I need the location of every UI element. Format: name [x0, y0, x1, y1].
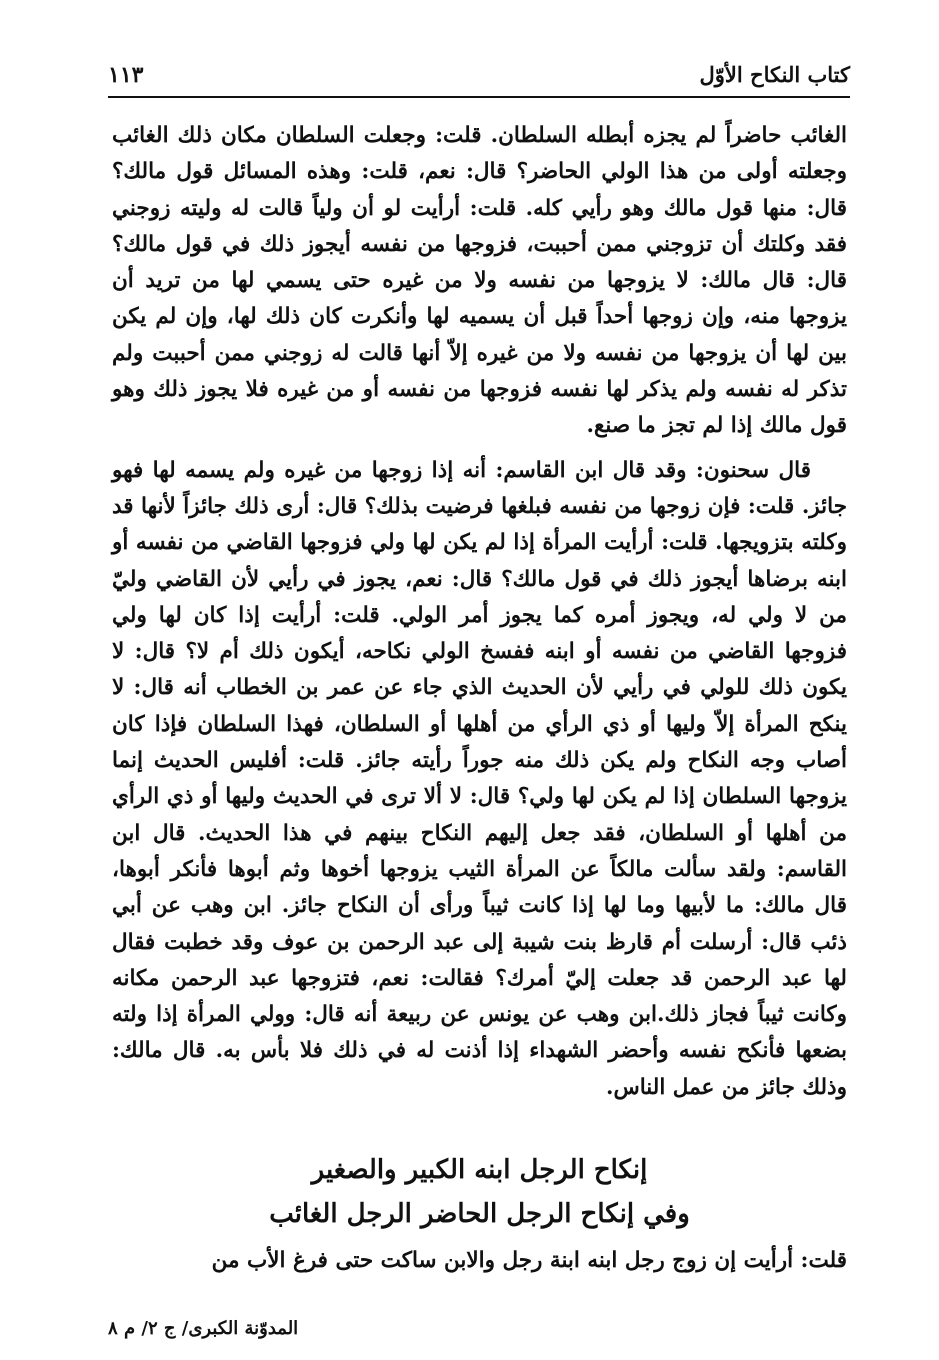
section-opening-line: قلت: أرأيت إن زوج رجل ابنه ابنة رجل والابن ساكت حتى فرغ الأب من [211, 1248, 847, 1273]
running-title: كتاب النكاح الأوّل [699, 62, 850, 87]
page-number: ١١٣ [108, 62, 144, 88]
header-divider [108, 96, 850, 98]
printer-signature: المدوّنة الكبرى/ ج ٢/ م ٨ [108, 1318, 299, 1339]
section-heading: إنكاح الرجل ابنه الكبير والصغير [311, 1155, 648, 1185]
section-subheading: وفي إنكاح الرجل الحاضر الرجل الغائب [269, 1199, 690, 1229]
page-header [108, 58, 850, 92]
main-text [112, 118, 847, 1106]
paragraph: الغائب حاضراً لم يجزه أبطله السلطان. قلت: وجعلت السلطان مكان ذلك الغائب وجعلته أولى من هذا الولي الحاضر؟ قال: نعم، قلت: وهذه المسائل قول مالك؟ قال: منها قول مالك وهو رأيي كله. قلت: أرأيت لو أن ولياً قالت له وليته زوجني فقد وكلتك أن تزوجني ممن أحببت، فزوجها من نفسه أيجوز ذلك في قول مالك؟ قال: قال مالك: لا يزوجها من نفسه ولا من غيره حتى يسمي لها من تريد أن يزوجها منه، وإن زوجها أحداً قبل أن يسميه لها وأنكرت كان ذلك لها، وإن لم يكن بين لها أن يزوجها من نفسه ولا من غيره إلاّ أنها قالت له زوجني ممن أحببت ولم تذكر له نفسه ولم يذكر لها نفسه فزوجها من نفسه أو من غيره فلا يجوز ذلك وهو قول مالك إذا لم تجز ما صنع. [112, 123, 847, 439]
paragraph: قال سحنون: وقد قال ابن القاسم: أنه إذا زوجها من غيره ولم يسمه لها فهو جائز. قلت: فإن زوجها من نفسه فبلغها فرضيت بذلك؟ قال: أرى ذلك جائزاً لأنها قد وكلته بتزويجها. قلت: أرأيت المرأة إذا لم يكن لها ولي فزوجها القاضي من نفسه أو ابنه برضاها أيجوز ذلك في قول مالك؟ قال: نعم، يجوز في رأيي لأن القاضي وليّ من لا ولي له، ويجوز أمره كما يجوز أمر الولي. قلت: أرأيت إذا كان لها ولي فزوجها القاضي من نفسه أو ابنه ففسخ الولي نكاحه، أيكون ذلك أم لا؟ قال: لا يكون ذلك للولي في رأيي لأن الحديث الذي جاء عن عمر بن الخطاب أنه قال: لا ينكح المرأة إلاّ وليها أو ذي الرأي من أهلها أو السلطان، فهذا السلطان فإذا كان أصاب وجه النكاح ولم يكن ذلك منه جوراً رأيته جائز. قلت: أفليس الحديث إنما يزوجها السلطان إذا لم يكن لها ولي؟ قال: لا ألا ترى في الحديث وليها أو ذي الرأي من أهلها أو السلطان، فقد جعل إليهم النكاح بينهم في هذا الحديث. قال ابن القاسم: ولقد سألت مالكاً عن المرأة الثيب يزوجها أخوها وثم أبوها فأنكر أبوها، قال مالك: ما لأبيها وما لها إذا كانت ثيباً ورأى أن النكاح جائز. ابن وهب عن أبي ذئب قال: أرسلت أم قارظ بنت شيبة إلى عبد الرحمن بن عوف وقد خطبت فقال لها عبد الرحمن قد جعلت إليّ أمرك؟ فقالت: نعم، فتزوجها عبد الرحمن مكانه وكانت ثيباً فجاز ذلك.ابن وهب عن يونس عن ربيعة أنه قال: وولي المرأة إذا ولته بضعها فأنكح نفسه وأحضر الشهداء إذا أذنت له في ذلك فلا بأس به. قال مالك: وذلك جائز من عمل الناس. [112, 457, 847, 1100]
